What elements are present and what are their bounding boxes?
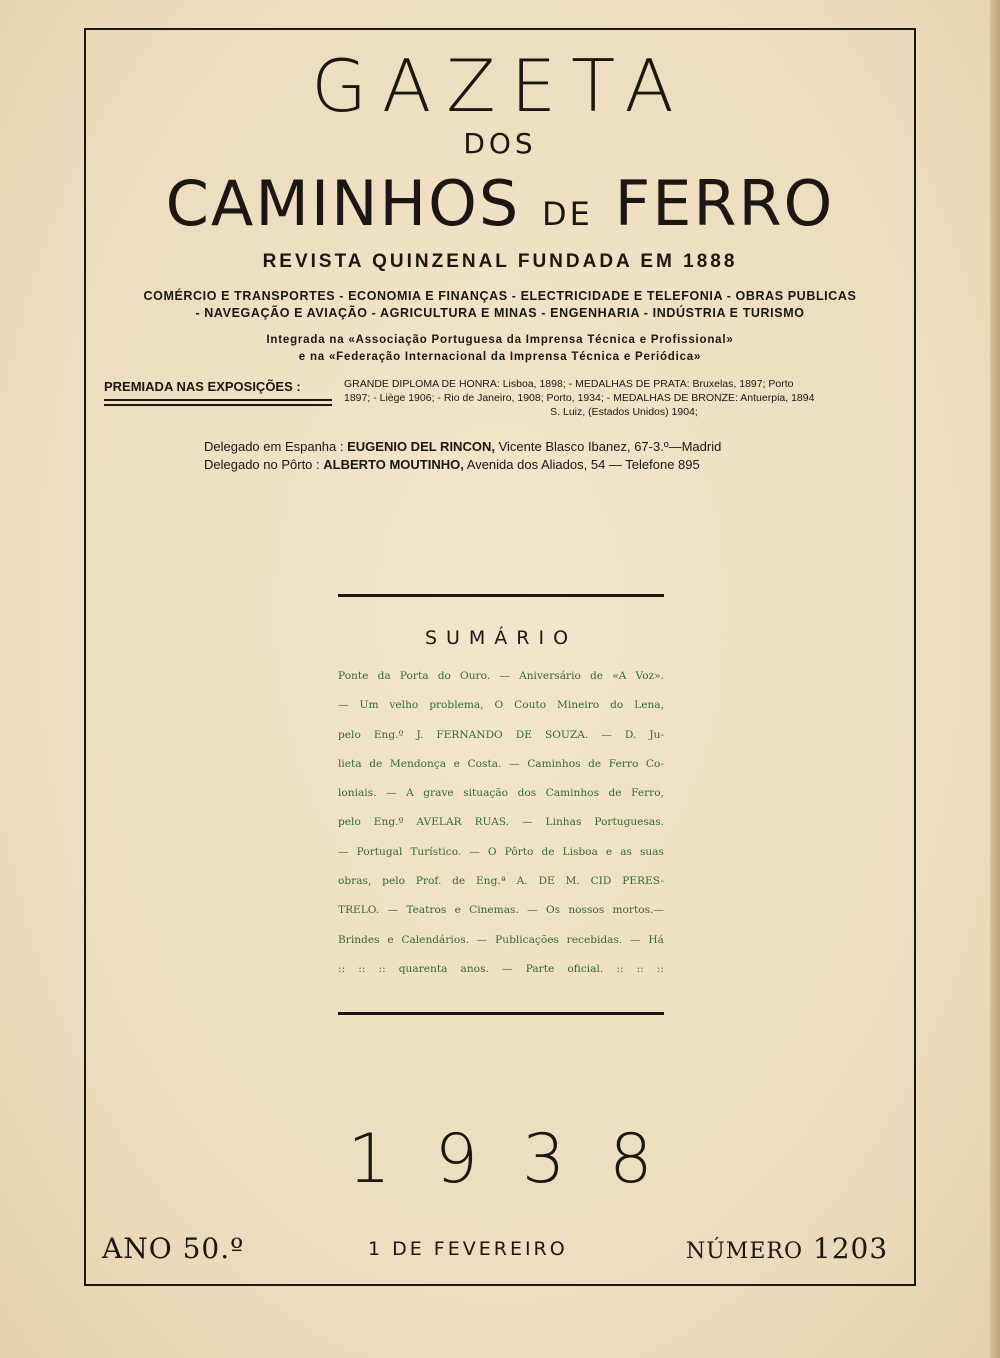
masthead-subtitle: REVISTA QUINZENAL FUNDADA EM 1888 bbox=[262, 251, 738, 272]
delegate-label: Delegado no Pôrto : bbox=[204, 457, 320, 472]
delegates bbox=[204, 438, 721, 474]
summary-line: pelo Eng.º J. FERNANDO DE SOUZA. — D. Ju- bbox=[338, 728, 664, 741]
integration-line: Integrada na «Associação Portuguesa da Imprensa Técnica e Profissional» bbox=[266, 334, 734, 346]
awards-rule bbox=[104, 399, 332, 401]
integration-line: e na «Federação Internacional da Imprensa Técnica e Periódica» bbox=[298, 351, 702, 363]
issue-number-label: NÚMERO bbox=[686, 1239, 803, 1264]
topics-line: COMÉRCIO E TRANSPORTES - ECONOMIA E FINANÇAS - ELECTRICIDADE E TELEFONIA - OBRAS PUBLICAS bbox=[143, 289, 857, 303]
delegate-label: Delegado em Espanha : bbox=[204, 439, 344, 454]
masthead-word-de: DE bbox=[541, 195, 593, 233]
masthead-title-gazeta: GAZETA bbox=[311, 44, 689, 128]
issue-number-value: 1203 bbox=[812, 1232, 889, 1265]
topics-list bbox=[84, 288, 916, 322]
delegate-address: Avenida dos Aliados, 54 — Telefone 895 bbox=[466, 457, 700, 472]
issue-date: 1 DE FEVEREIRO bbox=[368, 1238, 568, 1260]
masthead-word-caminhos: CAMINHOS bbox=[165, 167, 521, 240]
delegate-address: Vicente Blasco Ibanez, 67-3.º—Madrid bbox=[498, 439, 722, 454]
summary-line: :: :: :: quarenta anos. — Parte oficial. :: :: :: bbox=[338, 962, 664, 975]
masthead-title-dos: DOS bbox=[463, 127, 537, 160]
topics-line: - NAVEGAÇÃO E AVIAÇÃO - AGRICULTURA E MINAS - ENGENHARIA - INDÚSTRIA E TURISMO bbox=[195, 306, 805, 320]
summary-line: — Um velho problema, O Couto Mineiro do Lena, bbox=[338, 699, 664, 712]
summary-title: SUMÁRIO bbox=[424, 627, 578, 649]
summary-body bbox=[338, 666, 664, 988]
awards-label: PREMIADA NAS EXPOSIÇÕES : bbox=[104, 379, 301, 394]
awards-list bbox=[344, 377, 904, 419]
summary-line: obras, pelo Prof. de Eng.ª A. DE M. CID PERES- bbox=[338, 875, 664, 888]
delegate-spain bbox=[204, 438, 721, 456]
delegate-porto bbox=[204, 456, 721, 474]
integration-note bbox=[84, 332, 916, 366]
summary-top-rule bbox=[338, 594, 664, 597]
summary-line: Brindes e Calendários. — Publicações recebidas. — Há bbox=[338, 933, 664, 946]
awards-line: GRANDE DIPLOMA DE HONRA: Lisboa, 1898; - MEDALHAS DE PRATA: Bruxelas, 1897; Porto bbox=[344, 378, 794, 390]
page-edge bbox=[990, 0, 1000, 1358]
issue-number bbox=[686, 1226, 888, 1275]
issue-year: 1938 bbox=[347, 1120, 697, 1199]
awards-rule bbox=[104, 404, 332, 406]
awards-line: 1897; - Liège 1906; - Rio de Janeiro, 1908; Porto, 1934; - MEDALHAS DE BRONZE: Antuerpia, 1894 bbox=[344, 392, 815, 404]
masthead-title-caminhos-de-ferro bbox=[84, 164, 916, 254]
delegate-name: EUGENIO DEL RINCON, bbox=[347, 439, 495, 454]
summary-line: lieta de Mendonça e Costa. — Caminhos de Ferro Co- bbox=[338, 757, 664, 770]
issue-year-label: ANO 50.º bbox=[102, 1232, 245, 1265]
summary-bottom-rule bbox=[338, 1012, 664, 1015]
summary-line: loniais. — A grave situação dos Caminhos de Ferro, bbox=[338, 787, 664, 800]
masthead-word-ferro: FERRO bbox=[614, 167, 835, 240]
summary-line: pelo Eng.º AVELAR RUAS. — Linhas Portuguesas. bbox=[338, 816, 664, 829]
summary-line: Ponte da Porta do Ouro. — Aniversário de «A Voz». bbox=[338, 670, 664, 682]
awards-line: S. Luiz, (Estados Unidos) 1904; bbox=[550, 406, 698, 418]
summary-line: TRELO. — Teatros e Cinemas. — Os nossos mortos.— bbox=[338, 904, 664, 917]
delegate-name: ALBERTO MOUTINHO, bbox=[323, 457, 464, 472]
summary-line: — Portugal Turístico. — O Pôrto de Lisboa e as suas bbox=[338, 845, 664, 858]
